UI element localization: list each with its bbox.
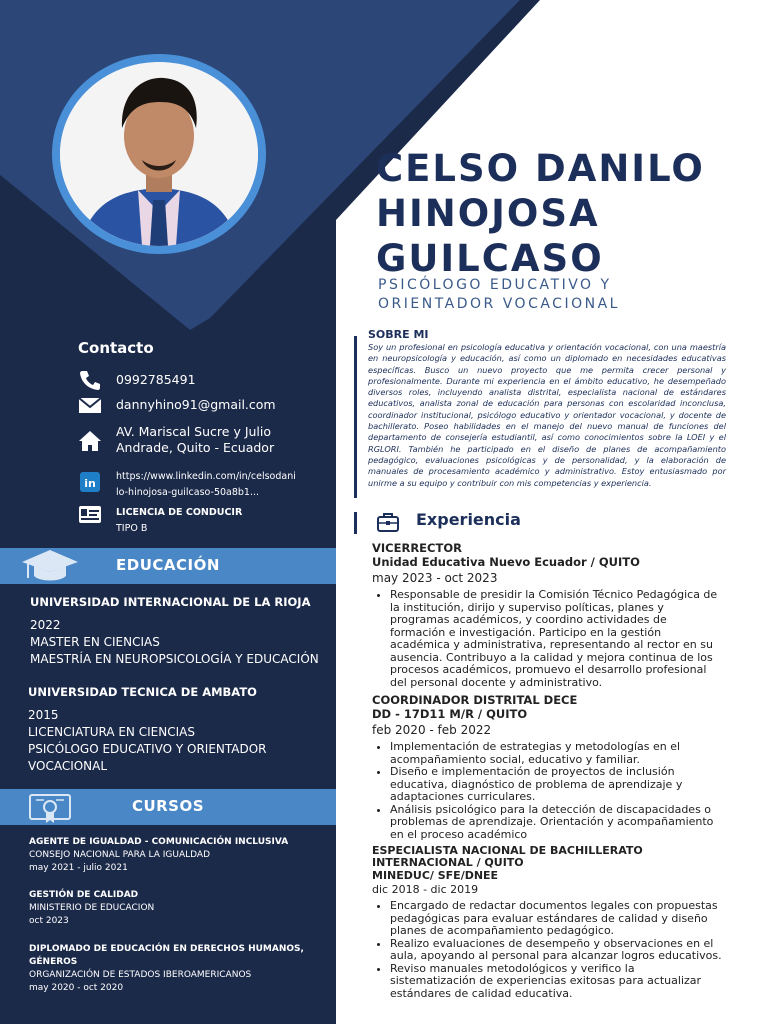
course-item <box>29 943 329 995</box>
course-item <box>29 836 329 875</box>
linkedin-url[interactable] <box>116 469 356 501</box>
education-year: 2015 <box>28 708 59 722</box>
job-bullet: • Encargado de redactar documentos legales con propuestas pedagógicas para evaluar estándares de calidad y diseño planes de acompañamiento pedagógico. <box>390 900 722 938</box>
course-title: DIPLOMADO DE EDUCACIÓN EN DERECHOS HUMANOS, GÉNEROS <box>29 944 304 967</box>
job-role: ESPECIALISTA NACIONAL DE BACHILLERATO <box>372 844 643 857</box>
job-bullet: • Realizo evaluaciones de desempeño y observaciones en el aula, apoyando al personal para alcanzar logros educativos. <box>390 938 722 963</box>
job-bullet: • Análisis psicológico para la detección de discapacidades o problemas de aprendizaje. Orientación y acompañamiento en el proceso académico <box>390 804 722 842</box>
experience-accent-bar <box>354 512 357 534</box>
job-role: VICERRECTOR <box>372 541 462 555</box>
linkedin-icon <box>78 471 102 493</box>
course-dates: may 2020 - oct 2020 <box>29 983 124 993</box>
job-employer: MINEDUC/ SFE/DNEE <box>372 869 499 882</box>
title-line-1: PSICÓLOGO EDUCATIVO Y <box>378 277 612 293</box>
course-org: MINISTERIO DE EDUCACION <box>29 903 155 913</box>
education-program: PSICÓLOGO EDUCATIVO Y ORIENTADOR <box>28 742 267 756</box>
course-org: ORGANIZACIÓN DE ESTADOS IBEROAMERICANOS <box>29 970 252 980</box>
svg-text:in: in <box>84 477 96 490</box>
job-bullet: • Implementación de estrategias y metodologías en el acompañamiento social, educativo y familiar. <box>390 741 722 766</box>
courses-band <box>0 789 336 825</box>
education-item <box>28 684 328 775</box>
education-degree: MASTER EN CIENCIAS <box>30 635 160 649</box>
about-text: Soy un profesional en psicología educativa y orientación vocacional, con una maestría en neuropsicología y educación, así como un diplomado en necesidades educativas específicas. Busco un nuevo proyecto que me permita crecer personal y profesionalmente. Durante mi experiencia en el ámbito educativo, he desempeñado diversos roles, incluyendo analista distrital, especialista nacional de estándares educativos, analista zonal de educación para personas con escolaridad inconclusa, coordinador institucional, psicólogo educativo y orientador vocacional, y docente de bachillerato. Poseo habilidades en el manejo del nuevo manual de funciones del departamento de consejería estudiantil, así como conocimientos sobre la LOEI y el RGLORI. También he participado en el diseño de planes de acompañamiento pedagógico, evaluaciones psicológicas y de personalidad, y la elaboración de manuales de procesamiento académico y administrativo. Estoy entusiasmado por unirme a su equipo y contribuir con mis competencias y experiencia. <box>368 342 726 488</box>
job-dates: may 2023 - oct 2023 <box>372 571 498 585</box>
linkedin-line-2: lo-hinojosa-guilcaso-50a8b1... <box>116 487 260 498</box>
name-line-2: HINOJOSA <box>376 192 600 235</box>
title-line-2: ORIENTADOR VOCACIONAL <box>378 296 620 312</box>
job-bullet: • Responsable de presidir la Comisión Técnico Pedagógica de la institución, dirijo y superviso políticas, planes y programas académicos, y coordino actividades de formación e investigación. Participo en la gestión académica y administrativa, representando al rector en su ausencia. Contribuyo a la calidad y mejora continua de los procesos académicos, promuevo el desarrollo profesional del personal docente y administrativo. <box>390 589 722 689</box>
job-bullet: • Diseño e implementación de proyectos de inclusión educativa, diagnóstico de problema de aprendizaje y adaptaciones curriculares. <box>390 766 722 804</box>
contact-heading: Contacto <box>78 339 154 357</box>
education-heading: EDUCACIÓN <box>116 556 220 574</box>
job-bullets <box>390 589 722 689</box>
address-line-2: Andrade, Quito - Ecuador <box>116 440 275 455</box>
license-type: TIPO B <box>116 523 148 534</box>
address <box>116 424 356 456</box>
job-dates: dic 2018 - dic 2019 <box>372 883 479 896</box>
education-institution: UNIVERSIDAD INTERNACIONAL DE LA RIOJA <box>30 595 311 609</box>
course-title: AGENTE DE IGUALDAD - COMUNICACIÓN INCLUSIVA <box>29 837 289 847</box>
job-entry <box>372 693 722 841</box>
license <box>116 505 356 537</box>
job-employer: Unidad Educativa Nuevo Ecuador / QUITO <box>372 555 640 569</box>
briefcase-icon <box>376 511 400 533</box>
driver-license-icon <box>78 503 102 525</box>
job-bullets <box>390 900 722 1000</box>
education-year: 2022 <box>30 618 61 632</box>
name-line-1: CELSO DANILO <box>376 147 705 190</box>
course-dates: may 2021 - julio 2021 <box>29 863 128 873</box>
phone-icon <box>78 369 102 391</box>
email-address[interactable]: dannyhino91@gmail.com <box>116 397 276 412</box>
linkedin-line-1: https://www.linkedin.com/in/celsodani <box>116 471 296 482</box>
profile-photo <box>60 62 258 246</box>
job-entry <box>372 541 722 689</box>
education-band <box>0 548 336 584</box>
education-item <box>30 594 330 668</box>
course-item <box>29 889 329 928</box>
name-line-3: GUILCASO <box>376 237 604 280</box>
about-heading: SOBRE MI <box>368 328 429 341</box>
job-role: COORDINADOR DISTRITAL DECE <box>372 693 578 707</box>
job-role-cont: INTERNACIONAL / QUITO <box>372 856 524 869</box>
job-employer: DD - 17D11 M/R / QUITO <box>372 707 528 721</box>
phone-number[interactable]: 0992785491 <box>116 372 196 387</box>
candidate-name <box>376 146 756 281</box>
education-institution: UNIVERSIDAD TECNICA DE AMBATO <box>28 685 257 699</box>
address-line-1: AV. Mariscal Sucre y Julio <box>116 424 272 439</box>
course-org: CONSEJO NACIONAL PARA LA IGUALDAD <box>29 850 211 860</box>
course-dates: oct 2023 <box>29 916 69 926</box>
job-title <box>378 276 758 314</box>
job-dates: feb 2020 - feb 2022 <box>372 723 492 737</box>
email-icon <box>78 394 102 416</box>
about-accent-bar <box>354 336 357 498</box>
license-label: LICENCIA DE CONDUCIR <box>116 507 243 518</box>
education-program: MAESTRÍA EN NEUROPSICOLOGÍA Y EDUCACIÓN <box>30 652 319 666</box>
job-entry <box>372 845 722 1000</box>
education-program-cont: VOCACIONAL <box>28 759 108 773</box>
job-bullets <box>390 741 722 841</box>
job-bullet: • Reviso manuales metodológicos y verifico la sistematización de experiencias exitosas para actualizar estándares de calidad educativa. <box>390 963 722 1001</box>
home-icon <box>78 430 102 452</box>
course-title: GESTIÓN DE CALIDAD <box>29 890 139 900</box>
experience-heading: Experiencia <box>416 510 521 529</box>
education-degree: LICENCIATURA EN CIENCIAS <box>28 725 195 739</box>
courses-heading: CURSOS <box>131 797 205 815</box>
